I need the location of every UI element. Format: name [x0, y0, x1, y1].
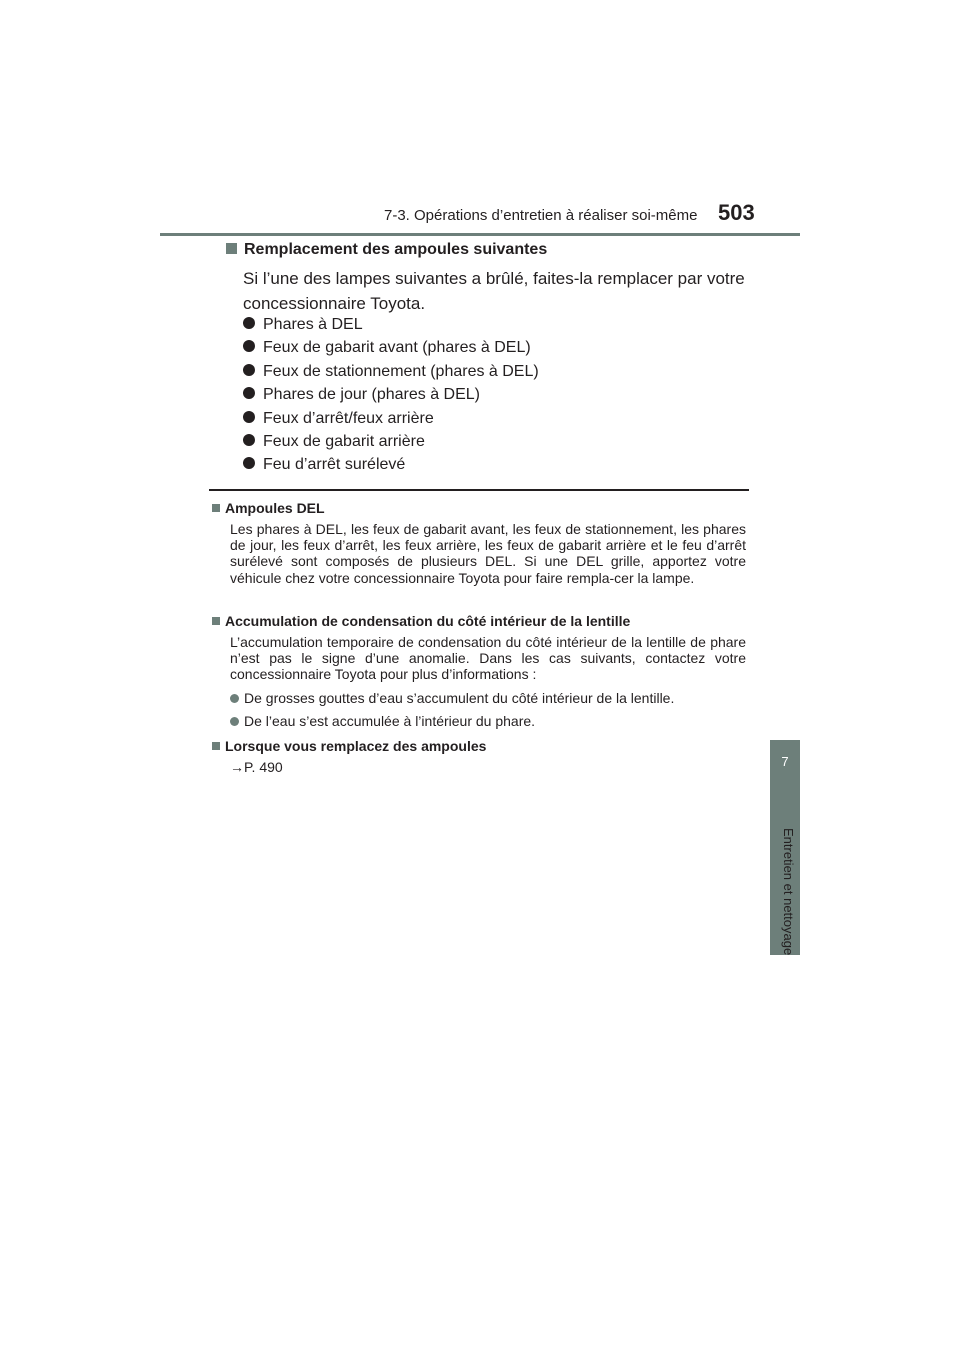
note-condensation — [212, 612, 746, 730]
bullet-dot-icon — [243, 457, 255, 469]
note-title: Lorsque vous remplacez des ampoules — [212, 737, 746, 755]
note-title: Ampoules DEL — [212, 499, 746, 517]
bullet-dot-icon — [243, 387, 255, 399]
list-item: De l’eau s’est accumulée à l’intérieur du phare. — [230, 712, 746, 730]
square-bullet-icon — [226, 243, 237, 254]
bullet-dot-icon — [243, 434, 255, 446]
note-replace — [212, 737, 746, 776]
note-led — [212, 499, 746, 586]
list-item: Phares de jour (phares à DEL) — [243, 383, 539, 406]
note-title: Accumulation de condensation du côté intérieur de la lentille — [212, 612, 746, 630]
square-bullet-icon — [212, 617, 220, 625]
list-item: Feux de gabarit avant (phares à DEL) — [243, 336, 539, 359]
note-body: Les phares à DEL, les feux de gabarit avant, les feux de stationnement, les phares de jour, les feux d’arrêt, les feux arrière, les feux de gabarit arrière et le feu d’arrêt surélevé sont composés de plusieurs DEL. Si une DEL grille, apportez votre véhicule chez votre concessionnaire Toyota pour faire rempla-cer la lampe. — [230, 521, 746, 586]
list-item: Feux de stationnement (phares à DEL) — [243, 360, 539, 383]
square-bullet-icon — [212, 742, 220, 750]
notes-divider — [209, 489, 749, 491]
intro-paragraph: Si l’une des lampes suivantes a brûlé, faites-la remplacer par votre concessionnaire Toyota. — [243, 269, 745, 313]
lamp-list — [243, 313, 539, 477]
section-heading: Remplacement des ampoules suivantes — [226, 241, 547, 259]
square-bullet-icon — [212, 504, 220, 512]
list-item: Feux de gabarit arrière — [243, 430, 539, 453]
page-reference-link[interactable]: →P. 490 — [230, 759, 283, 775]
chapter-number: 7 — [781, 754, 789, 769]
section-title: 7-3. Opérations d’entretien à réaliser soi-même — [384, 207, 698, 224]
bullet-dot-icon — [243, 364, 255, 376]
bullet-dot-icon — [230, 694, 239, 703]
list-item: Feu d’arrêt surélevé — [243, 453, 539, 476]
header-divider — [160, 233, 800, 236]
list-item: Feux d’arrêt/feux arrière — [243, 407, 539, 430]
bullet-dot-icon — [243, 411, 255, 423]
list-item: Phares à DEL — [243, 313, 539, 336]
bullet-dot-icon — [243, 340, 255, 352]
note-body: L’accumulation temporaire de condensation du côté intérieur de la lentille de phare n’est pas le signe d’une anomalie. Dans les cas suivants, contactez votre concessionnaire Toyota pour plus d’informations : — [230, 634, 746, 683]
list-item: De grosses gouttes d’eau s’accumulent du côté intérieur de la lentille. — [230, 689, 746, 707]
bullet-dot-icon — [243, 317, 255, 329]
page-number: 503 — [718, 200, 755, 225]
bullet-dot-icon — [230, 717, 239, 726]
